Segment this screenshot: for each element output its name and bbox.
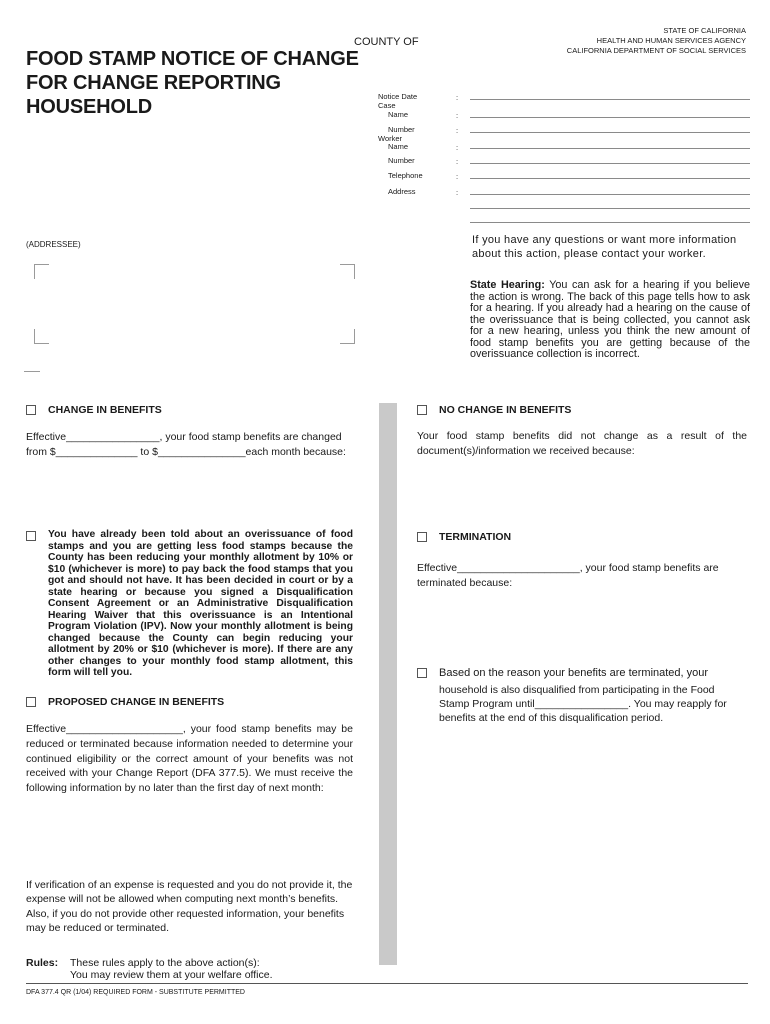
case-name-input-line[interactable] (470, 117, 750, 118)
agency-block (567, 26, 746, 56)
agency-line: HEALTH AND HUMAN SERVICES AGENCY (596, 36, 746, 45)
rules-label: Rules: (26, 957, 59, 969)
field-label: Telephone (388, 171, 423, 180)
field-colon: : (456, 188, 459, 197)
window-corner-mark (340, 264, 355, 279)
agency-line: CALIFORNIA DEPARTMENT OF SOCIAL SERVICES (566, 46, 746, 55)
questions-text: If you have any questions or want more information about this action, please contact your worker. (472, 234, 737, 260)
field-colon: : (456, 126, 459, 135)
worker-name-input-line[interactable] (470, 148, 750, 149)
notice-date-input-line[interactable] (470, 99, 750, 100)
address-input-line[interactable] (470, 208, 750, 209)
field-label: Case (378, 101, 396, 110)
rules-line-2: You may review them at your welfare office. (70, 969, 273, 981)
disqualification-paragraph: household is also disqualified from participating in the Food Stamp Program until________________. You may reapply for benefits at the end of this disqualification period. (439, 684, 727, 724)
state-hearing-label: State Hearing: (470, 279, 545, 291)
field-colon: : (456, 93, 459, 102)
window-corner-mark (34, 264, 49, 279)
field-label: Name (388, 109, 409, 119)
title-line: FOOD STAMP NOTICE OF CHANGE (26, 48, 359, 70)
section-heading: NO CHANGE IN BENEFITS (439, 404, 572, 416)
field-label: Notice Date (378, 92, 418, 101)
fold-mark (24, 371, 40, 372)
overissuance-checkbox[interactable] (26, 531, 36, 541)
case-number-input-line[interactable] (470, 132, 750, 133)
no-change-checkbox[interactable] (417, 405, 427, 415)
section-heading: PROPOSED CHANGE IN BENEFITS (48, 696, 225, 708)
title-line: HOUSEHOLD (26, 96, 152, 118)
field-colon: : (456, 111, 459, 120)
section-heading: CHANGE IN BENEFITS (48, 404, 162, 416)
disqualification-line-1: Based on the reason your benefits are terminated, your (439, 667, 709, 679)
termination-checkbox[interactable] (417, 532, 427, 542)
form-footer: DFA 377.4 QR (1/04) REQUIRED FORM - SUBSTITUTE PERMITTED (26, 989, 245, 996)
change-in-benefits-text (26, 430, 356, 460)
field-label: Number (388, 125, 415, 134)
footer-divider (26, 983, 748, 984)
addressee-label: (ADDRESSEE) (26, 240, 81, 249)
no-change-paragraph: Your food stamp benefits did not change as a result of the document(s)/information we received because: (417, 430, 747, 457)
address-input-line[interactable] (470, 194, 750, 195)
telephone-input-line[interactable] (470, 178, 750, 179)
termination-line-1: Effective_____________________, your food stamp benefits are (417, 562, 719, 574)
address-input-line[interactable] (470, 222, 750, 223)
worker-number-input-line[interactable] (470, 163, 750, 164)
change-line-2: from $______________ to $_______________each month because: (26, 446, 346, 458)
no-change-section (417, 404, 571, 416)
state-hearing-text: You can ask for a hearing if you believe the action is wrong. The back of this page tells how to ask for a hearing. If you already had a hearing on the cause of the overissuance that is being collected, you cannot ask for a new hearing, unless you think the new amount of food stamp benefits you are getting because of the overissuance collection is incorrect. (470, 279, 751, 360)
field-label: Number (388, 156, 415, 165)
change-in-benefits-section (26, 404, 162, 416)
disqualification-checkbox[interactable] (417, 668, 427, 678)
window-corner-mark (34, 329, 49, 344)
proposed-change-section (26, 696, 224, 708)
proposed-change-checkbox[interactable] (26, 697, 36, 707)
proposed-change-paragraph: Effective____________________, your food stamp benefits may be reduced or terminated because information needed to determine your continued eligibility or the correct amount of your benefits was not received with your Change Report (DFA 377.5). We must receive the following information by no later than the first day of next month: (26, 723, 353, 795)
section-heading: TERMINATION (439, 531, 512, 543)
county-label: COUNTY OF (354, 36, 419, 48)
termination-line-2: terminated because: (417, 577, 513, 589)
field-label: Worker (378, 133, 403, 143)
change-in-benefits-checkbox[interactable] (26, 405, 36, 415)
field-colon: : (456, 157, 459, 166)
form-title (26, 47, 366, 119)
field-colon: : (456, 172, 459, 181)
title-line: FOR CHANGE REPORTING (26, 72, 281, 94)
rules-block (26, 957, 273, 981)
termination-section (417, 531, 511, 543)
field-label: Address (388, 187, 416, 196)
verification-paragraph: If verification of an expense is requested and you do not provide it, the expense will not be allowed when computing next month’s benefits. Also, if you do not provide other requested information, your benefits may be reduced or terminated. (26, 879, 353, 934)
change-line-1: Effective________________, your food stamp benefits are changed (26, 431, 342, 443)
agency-line: STATE OF CALIFORNIA (663, 26, 746, 35)
window-corner-mark (340, 329, 355, 344)
column-divider (379, 403, 397, 965)
field-label: Name (388, 142, 409, 151)
field-colon: : (456, 143, 459, 152)
rules-line-1: These rules apply to the above action(s): (70, 957, 260, 969)
state-hearing-paragraph (470, 280, 750, 361)
overissuance-paragraph: You have already been told about an overissuance of food stamps and you are getting less food stamps because the County has been reducing your monthly allotment by 10% or $10 (whichever is more) to pay back the food stamps that you got and should not have. It has been decided in court or by a state hearing or because you signed a Disqualification Consent Agreement or an Administrative Disqualification Hearing Waiver that this overissuance is an Intentional Program Violation (IPV). Now your monthly allotment is being changed because the County can begin reducing your allotment by 20% or $10 (whichever is more). If there are any other changes to your monthly food stamp allotment, this form will tell you. (48, 529, 353, 678)
termination-text (417, 561, 747, 591)
